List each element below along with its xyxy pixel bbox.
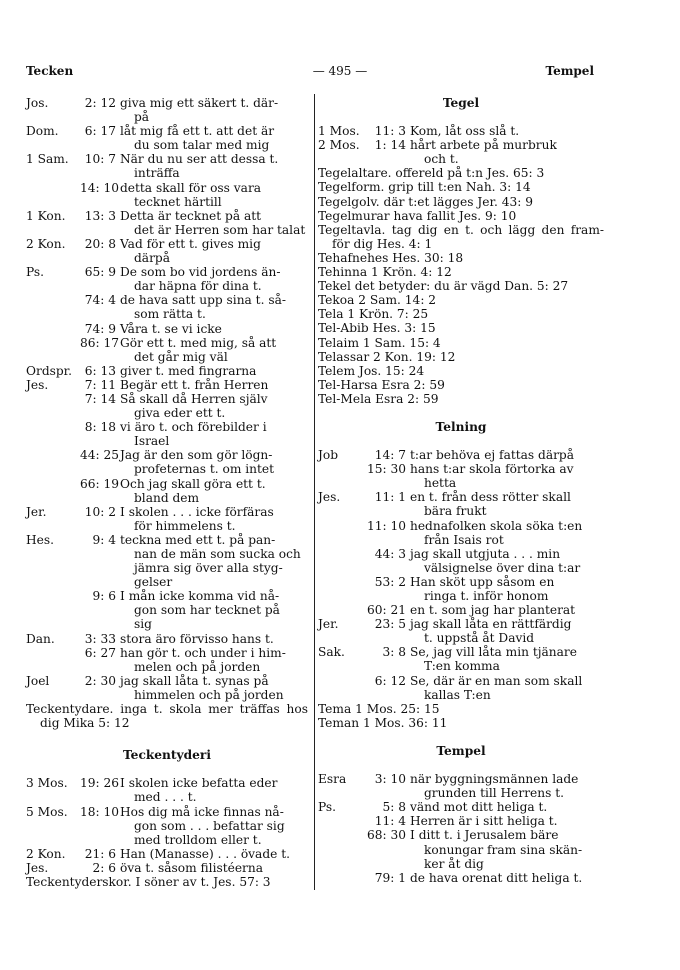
verse-reference: 10: 2 [84,504,116,519]
book-abbrev [26,293,80,321]
verse-reference: 21: 6 [84,846,116,861]
verse-text-line: öva t. såsom filistéerna [120,860,263,875]
verse-text [410,603,604,617]
verse-text-line: I skolen icke befatta eder [120,776,278,791]
verse-entry [26,805,308,847]
verse-text-line: profeternas t. om intet [134,462,275,477]
headword-entry: Tela 1 Krön. 7: 25 [318,307,429,322]
book-abbrev: Sak. [318,645,345,660]
verse-text-line: och t. [424,152,459,167]
book-abbrev [318,519,364,547]
headword-entry: Telaim 1 Sam. 15: 4 [318,335,441,350]
book-abbrev [318,575,364,603]
verse-reference: 53: 2 [374,574,406,589]
verse-text [120,124,308,152]
verse-text-line: Så skall då Herren själv [120,391,268,406]
verse-text-line: hårt arbete på murbruk [410,138,557,153]
verse-text-line: de hava satt upp sina t. så- [120,293,286,308]
verse-reference: 7: 11 [84,377,116,392]
verse-text-line: När du nu ser att dessa t. [120,152,279,167]
section-heading-tegel: Tegel [442,96,480,110]
verse-text-line: vi äro t. och förebilder i [120,420,267,435]
verse-reference: 20: 8 [84,236,116,251]
verse-reference: 60: 21 [367,603,406,618]
book-abbrev: 1 Sam. [26,152,69,167]
book-abbrev: Job [318,448,339,463]
verse-reference: 18: 10 [80,804,119,819]
verse-text-line: sig [134,617,152,632]
verse-reference: 10: 7 [84,152,116,167]
book-abbrev [318,547,364,575]
book-abbrev [318,674,364,702]
verse-text [120,392,308,420]
verse-text-line: kallas T:en [424,687,491,702]
verse-text-line: Och jag skall göra ett t. [120,476,266,491]
verse-entry [318,617,604,645]
verse-reference: 68: 30 [367,828,406,843]
book-abbrev: Jer. [26,504,47,519]
verse-text-line: melen och på jorden [134,659,261,674]
verse-text [410,124,604,138]
headword-entry: Tehinna 1 Krön. 4: 12 [318,265,452,280]
verse-text-line: konungar fram sina skän- [424,842,583,857]
right-column [318,96,604,885]
verse-text-line: på [134,110,150,125]
verse-entry [26,589,308,631]
verse-text [410,448,604,462]
verse-text-line: Jag är den som gör lögn- [120,448,273,463]
verse-text [120,364,308,378]
book-abbrev [26,477,80,505]
verse-entry [26,776,308,804]
verse-reference: 9: 4 [92,532,116,547]
verse-reference: 3: 33 [84,631,116,646]
book-abbrev: 2 Kon. [26,236,66,251]
verse-text-line: himmelen och på jorden [134,687,284,702]
verse-text [120,533,308,589]
book-abbrev [26,646,80,674]
verse-text-line: dar häpna för dina t. [134,279,262,294]
verse-entry [26,392,308,420]
section-heading-tempel: Tempel [436,743,486,758]
verse-text-line: gon som har tecknet på [134,603,280,618]
verse-entry [26,533,308,589]
verse-text-line: Begär ett t. från Herren [120,377,269,392]
verse-reference: 6: 17 [84,124,116,139]
verse-entry [26,124,308,152]
page-number: — 495 — [312,64,368,78]
verse-text-line: Se, jag vill låta min tjänare [410,645,577,660]
verse-text [410,800,604,814]
verse-text-line: De som bo vid jordens än- [120,265,281,280]
verse-text [120,293,308,321]
verse-entry [318,547,604,575]
verse-text-line: I skolen . . . icke förfäras [120,504,274,519]
verse-entry [26,505,308,533]
verse-reference: 11: 10 [367,518,406,533]
book-abbrev [26,336,80,364]
headword-entry: Telem Jos. 15: 24 [318,363,425,378]
headword-teman: Teman 1 Mos. 36: 11 [318,715,448,730]
verse-text-line: bland dem [134,490,200,505]
verse-entry [318,772,604,800]
headword-entry: Tekel det betyder: du är vägd Dan. 5: 27 [318,279,569,294]
verse-entry [318,448,604,462]
book-abbrev: Dom. [26,124,59,139]
verse-text-line: giver t. med fingrarna [120,363,257,378]
verse-text-line: med . . . t. [134,790,197,805]
verse-text [120,776,308,804]
verse-reference: 6: 13 [84,363,116,378]
verse-text-line: Våra t. se vi icke [120,321,222,336]
telning-entries [318,448,604,702]
verse-text [410,617,604,645]
verse-entry [26,322,308,336]
verse-entry [318,138,604,166]
tegel-entries [318,124,604,166]
verse-text-line: I ditt t. i Jerusalem bäre [410,828,559,843]
verse-text-line: gon som . . . befattar sig [134,818,285,833]
verse-entry [318,871,604,885]
verse-text-line: jag skall låta t. synas på [120,673,269,688]
verse-text-line: låt mig få ett t. att det är [120,124,275,139]
verse-text-line: från Isais rot [424,532,504,547]
verse-text [120,589,308,631]
verse-reference: 2: 12 [84,96,116,110]
verse-text-line: Se, där är en man som skall [410,673,583,688]
verse-text-line: det går mig väl [134,349,228,364]
verse-text-line: Detta är tecknet på att [120,208,262,223]
verse-entry [318,575,604,603]
book-abbrev: Esra [318,772,347,787]
verse-text [410,519,604,547]
verse-entry [26,96,308,124]
tempel-entries [318,772,604,885]
verse-reference: 79: 1 [374,870,406,885]
verse-text [120,861,308,875]
verse-entry [26,448,308,476]
running-head-right: Tempel [545,64,594,78]
verse-text [120,505,308,533]
verse-text-line: när byggningsmännen lade [410,772,579,787]
verse-reference: 66: 19 [80,476,119,491]
book-abbrev [318,871,364,885]
verse-text-line: därpå [134,251,170,266]
column-divider [314,94,315,890]
verse-text [120,420,308,448]
book-abbrev: Ps. [318,800,337,815]
headword-teckentydare: Teckentydare. inga t. skola mer träffas hos dig Mika 5: 12 [26,702,308,731]
verse-text [410,547,604,575]
verse-reference: 3: 8 [382,645,406,660]
verse-text-line: hednafolken skola söka t:en [410,518,583,533]
verse-text [120,674,308,702]
verse-entry [318,814,604,828]
verse-reference: 3: 10 [374,772,406,787]
verse-text [120,477,308,505]
verse-text-line: ker åt dig [424,856,484,871]
tecken-entries [26,96,308,702]
verse-reference: 11: 3 [374,124,406,139]
book-abbrev: Jes. [26,860,49,875]
verse-text-line: Israel [134,434,170,449]
book-abbrev [26,589,80,631]
verse-text-line: Han sköt upp såsom en [410,574,555,589]
verse-reference: 11: 1 [374,490,406,505]
book-abbrev: Dan. [26,631,55,646]
verse-entry [26,181,308,209]
verse-text-line: Gör ett t. med mig, så att [120,335,277,350]
verse-reference: 23: 5 [374,617,406,632]
verse-text [120,152,308,180]
headword-entry: Telassar 2 Kon. 19: 12 [318,349,456,364]
verse-entry [318,800,604,814]
book-abbrev: Hes. [26,532,54,547]
book-abbrev: Jer. [318,617,339,632]
verse-entry [26,152,308,180]
verse-reference: 9: 6 [92,589,116,604]
headword-entry: Tel-Abib Hes. 3: 15 [318,321,436,336]
verse-text [120,632,308,646]
verse-text-line: en t. som jag har planterat [410,603,576,618]
book-abbrev [26,448,80,476]
verse-text-line: stora äro förvisso hans t. [120,631,274,646]
headword-entry: Tel-Harsa Esra 2: 59 [318,377,445,392]
verse-text-line: giva mig ett säkert t. där- [120,96,279,110]
verse-text-line: Herren är i sitt heliga t. [410,814,558,829]
book-abbrev: Ps. [26,265,45,280]
section-heading-teckentyderi: Teckentyderi [123,748,211,763]
verse-reference: 44: 25 [80,448,119,463]
verse-entry [318,462,604,490]
verse-reference: 44: 3 [374,546,406,561]
verse-text [410,871,604,885]
verse-text-line: teckna med ett t. på pan- [120,532,276,547]
verse-entry [26,364,308,378]
verse-text [120,805,308,847]
verse-text [410,462,604,490]
verse-entry [26,847,308,861]
headword-entry: Tegelgolv. där t:et lägges Jer. 43: 9 [318,194,533,209]
verse-entry [26,209,308,237]
verse-text [410,138,604,166]
verse-text [120,209,308,237]
verse-text [410,814,604,828]
book-abbrev [26,392,80,420]
verse-text [120,265,308,293]
verse-reference: 14: 10 [80,180,119,195]
headword-teckentyderskor: Teckentyderskor. I söner av t. Jes. 57: 3 [26,874,271,889]
verse-reference: 2: 30 [84,673,116,688]
verse-text-line: bära frukt [424,504,487,519]
verse-text [120,336,308,364]
verse-text-line: jag skall låta en rättfärdig [410,617,572,632]
verse-text [120,448,308,476]
verse-entry [318,519,604,547]
book-abbrev: 1 Kon. [26,208,66,223]
verse-reference: 1: 14 [374,138,406,153]
verse-reference: 14: 7 [374,448,406,463]
verse-text [410,828,604,870]
verse-reference: 11: 4 [374,814,406,829]
verse-text [120,181,308,209]
verse-text [410,575,604,603]
headword-entry: Tegelaltare. offereld på t:n Jes. 65: 3 [318,166,545,181]
verse-reference: 86: 17 [80,335,119,350]
verse-text-line: jämra sig över alla styg- [134,561,283,576]
verse-reference: 19: 26 [80,776,119,791]
verse-text [120,96,308,124]
verse-text-line: med trolldom eller t. [134,832,262,847]
section-heading-telning: Telning [435,419,487,434]
verse-text-line: de hava orenat ditt heliga t. [410,870,583,885]
verse-entry [26,646,308,674]
headword-entry: Tegeltavla. tag dig en t. och lägg den fram- för dig Hes. 4: 1 [318,222,604,251]
verse-reference: 2: 6 [92,860,116,875]
verse-text-line: T:en komma [424,659,500,674]
verse-reference: 15: 30 [367,462,406,477]
verse-text [410,490,604,518]
verse-text-line: Vad för ett t. gives mig [120,236,261,251]
book-abbrev: 2 Mos. [318,138,360,153]
book-abbrev [318,603,364,617]
book-abbrev: Jes. [26,377,49,392]
book-abbrev [26,420,80,448]
verse-reference: 74: 9 [84,321,116,336]
verse-text-line: gelser [134,575,173,590]
verse-text [410,772,604,800]
verse-reference: 8: 18 [84,420,116,435]
verse-text-line: det är Herren som har talat [134,222,306,237]
verse-text-line: grunden till Herrens t. [424,786,564,801]
verse-text-line: giva eder ett t. [134,406,226,421]
verse-entry [26,336,308,364]
verse-text-line: Han (Manasse) . . . övade t. [120,846,290,861]
book-abbrev: 1 Mos. [318,124,360,139]
book-abbrev: 3 Mos. [26,776,68,791]
verse-text-line: för himmelens t. [134,518,236,533]
book-abbrev [318,462,364,490]
verse-reference: 6: 27 [84,645,116,660]
book-abbrev [26,181,80,209]
headword-entry: Tehafnehes Hes. 30: 18 [318,250,464,265]
verse-reference: 65: 9 [84,265,116,280]
verse-entry [318,674,604,702]
book-abbrev: Jes. [318,490,341,505]
verse-text-line: vänd mot ditt heliga t. [410,800,548,815]
headword-entry: Tegelform. grip till t:en Nah. 3: 14 [318,180,531,195]
verse-entry [318,645,604,673]
verse-text-line: hans t:ar skola förtorka av [410,462,574,477]
verse-text-line: t:ar behöva ej fattas därpå [410,448,574,463]
verse-entry [26,861,308,875]
book-abbrev: 2 Kon. [26,846,66,861]
book-abbrev: 5 Mos. [26,804,68,819]
headword-tema: Tema 1 Mos. 25: 15 [318,701,440,716]
book-abbrev [318,828,364,870]
verse-reference: 5: 8 [382,800,406,815]
verse-text-line: nan de män som sucka och [134,547,301,561]
verse-text-line: som rätta t. [134,307,206,322]
headword-list [318,166,604,406]
verse-entry [26,632,308,646]
verse-entry [26,674,308,702]
verse-reference: 13: 3 [84,208,116,223]
verse-text [120,237,308,265]
verse-entry [318,490,604,518]
verse-entry [26,420,308,448]
verse-reference: 6: 12 [374,673,406,688]
verse-entry [26,378,308,392]
verse-text [410,645,604,673]
book-abbrev: Ordspr. [26,363,73,378]
book-abbrev [26,322,80,336]
verse-text [410,674,604,702]
verse-entry [26,237,308,265]
headword-entry: Tegelmurar hava fallit Jes. 9: 10 [318,208,517,223]
verse-entry [26,265,308,293]
verse-text-line: I mån icke komma vid nå- [120,589,280,604]
verse-text-line: välsignelse över dina t:ar [424,560,581,575]
left-column [26,96,308,889]
verse-text-line: Kom, låt oss slå t. [410,124,520,139]
verse-text-line: jag skall utgjuta . . . min [410,546,561,561]
verse-text-line: inträffa [134,166,180,181]
verse-entry [318,828,604,870]
running-head-left: Tecken [26,64,74,78]
verse-text-line: ringa t. inför honom [424,589,549,603]
book-abbrev: Joel [26,673,50,688]
verse-text [120,847,308,861]
teckentyderi-entries [26,776,308,875]
headword-entry: Tel-Mela Esra 2: 59 [318,391,439,406]
verse-reference: 7: 14 [84,391,116,406]
book-abbrev [318,814,364,828]
verse-text [120,646,308,674]
book-abbrev: Jos. [26,96,49,110]
verse-text [120,322,308,336]
verse-text-line: hetta [424,476,457,491]
verse-entry [318,603,604,617]
verse-text-line: detta skall för oss vara [120,180,262,195]
verse-text-line: du som talar med mig [134,138,270,153]
verse-entry [26,477,308,505]
verse-text-line: en t. från dess rötter skall [410,490,571,505]
verse-text-line: han gör t. och under i him- [120,645,286,660]
verse-entry [26,293,308,321]
verse-text-line: t. uppstå åt David [424,631,535,646]
verse-reference: 74: 4 [84,293,116,308]
verse-text-line: Hos dig må icke finnas nå- [120,804,284,819]
headword-entry: Tekoa 2 Sam. 14: 2 [318,293,437,308]
verse-text-line: tecknet härtill [134,194,222,209]
verse-text [120,378,308,392]
verse-entry [318,124,604,138]
